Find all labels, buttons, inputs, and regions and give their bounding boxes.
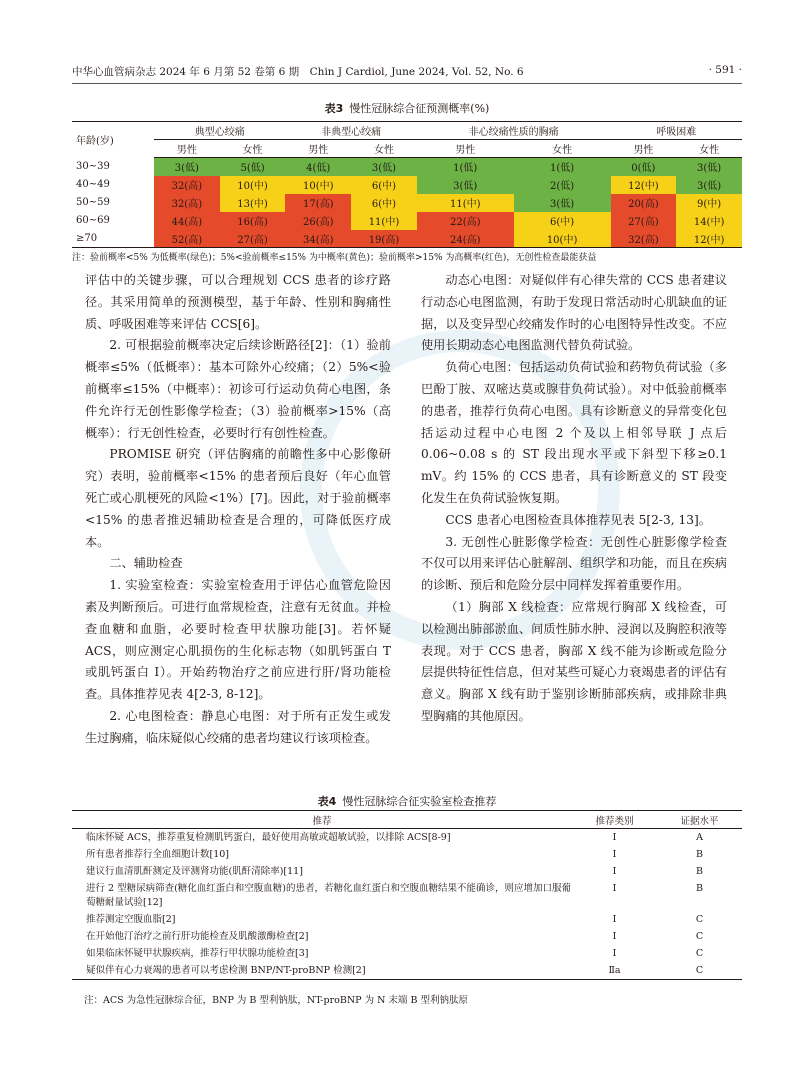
class-cell: Ⅰ	[612, 866, 617, 877]
table-row	[72, 176, 742, 194]
table4-caption	[72, 793, 742, 809]
age-cell: 30~39	[76, 161, 110, 172]
page-number: · 591 ·	[708, 64, 742, 76]
recommendation-cell: 建议行血清肌酐测定及评测肾功能(肌酐清除率)[11]	[86, 866, 303, 877]
body-paragraph: CCS 患者心电图检查具体推荐见表 5[2-3, 13]。	[445, 512, 711, 527]
probability-cell: 32(高)	[611, 230, 677, 248]
recommendation-cell: 在开始他汀治疗之前行肝功能检查及肌酸激酶检查[2]	[86, 931, 309, 942]
class-cell: Ⅰ	[612, 914, 617, 925]
sex-header: 女性	[514, 140, 611, 158]
table-row	[72, 928, 742, 945]
probability-cell: 6(中)	[351, 176, 417, 194]
probability-cell: 17(高)	[285, 194, 351, 212]
probability-cell: 3(低)	[514, 194, 611, 212]
body-paragraph: 负荷心电图：包括运动负荷试验和药物负荷试验（多巴酚丁胺、双嘧达莫或腺苷负荷试验）。对中低验前概率的患者，推荐行负荷心电图。具有诊断意义的异常变化包括运动过程中心电图 2 个及以上相邻导联 J 点后 0.06~0.08 s 的 ST 段出现水平或下斜型下移≥0.1 mV。约 15% 的 CCS 患者，具有诊断意义的 ST 段变化发生在负荷试验恢复期。	[421, 360, 727, 505]
table3-title: 慢性冠脉综合征预测概率(%)	[349, 102, 490, 115]
recommendation-cell: 疑似伴有心力衰竭的患者可以考虑检测 BNP/NT-proBNP 检测[2]	[72, 962, 572, 980]
probability-cell: 2(低)	[514, 176, 611, 194]
probability-cell: 0(低)	[611, 158, 677, 176]
recommendation-cell: 进行 2 型糖尿病筛查(糖化血红蛋白和空腹血糖)的患者，若糖化血红蛋白和空腹血糖结果不能确诊，则应增加口服葡萄糖耐量试验[12]	[86, 883, 571, 908]
sex-header: 男性	[285, 140, 351, 158]
sex-header: 女性	[351, 140, 417, 158]
evidence-cell: C	[695, 914, 704, 925]
table3-label: 表3	[324, 102, 344, 115]
probability-cell: 3(低)	[351, 158, 417, 176]
probability-cell: 14(中)	[676, 212, 742, 230]
recommendation-cell: 临床怀疑 ACS，推荐重复检测肌钙蛋白，最好使用高敏或超敏试验，以排除 ACS[8-9]	[86, 832, 451, 843]
evidence-cell: C	[695, 931, 704, 942]
probability-cell: 32(高)	[154, 194, 220, 212]
probability-cell: 24(高)	[417, 230, 514, 248]
probability-cell: 3(低)	[676, 176, 742, 194]
body-paragraph: 2. 可根据验前概率决定后续诊断路径[2]：（1）验前概率≤5%（低概率）：基本可除外心绞痛；（2）5%<验前概率≤15%（中概率）：初诊可行运动负荷心电图，条件允许行无创性影像学检查；（3）验前概率>15%（高概率）：行无创性检查，必要时行有创性检查。	[85, 338, 391, 440]
probability-cell: 27(高)	[220, 230, 286, 248]
probability-cell: 34(高)	[285, 230, 351, 248]
recommendation-cell: 所有患者推荐行全血细胞计数[10]	[86, 849, 230, 860]
table4	[72, 810, 742, 980]
sex-header: 男性	[417, 140, 514, 158]
table4-title: 慢性冠脉综合征实验室检查推荐	[342, 795, 497, 808]
probability-cell: 16(高)	[220, 212, 286, 230]
probability-cell: 13(中)	[220, 194, 286, 212]
probability-cell: 11(中)	[417, 194, 514, 212]
probability-cell: 20(高)	[611, 194, 677, 212]
sex-header: 男性	[154, 140, 220, 158]
age-cell: ≥70	[72, 230, 154, 248]
table-row	[72, 212, 742, 230]
table3-body	[72, 158, 742, 248]
age-cell: 60~69	[76, 215, 110, 226]
probability-cell: 3(低)	[154, 158, 220, 176]
probability-cell: 6(中)	[351, 194, 417, 212]
evidence-cell: B	[696, 883, 703, 894]
recommendation-header: 推荐	[72, 811, 572, 829]
evidence-cell: A	[696, 832, 703, 843]
body-paragraph: 评估中的关键步骤，可以合理规划 CCS 患者的诊疗路径。其采用简单的预测模型，基于年龄、性别和胸痛性质、呼吸困难等来评估 CCS[6]。	[85, 273, 391, 331]
table-row	[72, 962, 742, 980]
probability-cell: 52(高)	[154, 230, 220, 248]
probability-cell: 12(中)	[676, 230, 742, 248]
group-header: 典型心绞痛	[154, 122, 285, 140]
table-row	[72, 846, 742, 863]
probability-cell: 10(中)	[220, 176, 286, 194]
table-row	[72, 194, 742, 212]
group-header: 呼吸困难	[611, 122, 743, 140]
journal-citation: 中华心血管病杂志 2024 年 6 月第 52 卷第 6 期 Chin J Cardiol, June 2024, Vol. 52, No. 6	[72, 66, 524, 78]
probability-cell: 10(中)	[285, 176, 351, 194]
body-paragraph: 2. 心电图检查：静息心电图：对于所有正发生或发生过胸痛，临床疑似心绞痛的患者均建议行该项检查。	[85, 708, 391, 745]
probability-cell: 11(中)	[351, 212, 417, 230]
page-header	[72, 64, 742, 80]
class-cell: Ⅱa	[572, 962, 657, 980]
age-cell: 40~49	[76, 179, 110, 190]
class-cell: Ⅰ	[612, 931, 617, 942]
body-paragraph: PROMISE 研究（评估胸痛的前瞻性多中心影像研究）表明，验前概率<15% 的患者预后良好（年心血管死亡或心肌梗死的风险<1%）[7]。因此，对于验前概率<15% 的患者推迟辅助检查是合理的，可降低医疗成本。	[85, 447, 391, 549]
probability-cell: 5(低)	[220, 158, 286, 176]
class-cell: Ⅰ	[612, 883, 617, 894]
table-row	[72, 230, 742, 248]
table-row	[72, 880, 742, 911]
probability-cell: 26(高)	[285, 212, 351, 230]
probability-cell: 1(低)	[417, 158, 514, 176]
sex-header: 女性	[220, 140, 286, 158]
class-header: 推荐类别	[572, 811, 657, 829]
sex-header: 女性	[676, 140, 742, 158]
probability-cell: 27(高)	[611, 212, 677, 230]
table-row	[72, 911, 742, 928]
evidence-cell: C	[657, 962, 742, 980]
body-paragraph: 3. 无创性心脏影像学检查：无创性心脏影像学检查不仅可以用来评估心脏解剖、组织学和功能，而且在疾病的诊断、预后和危险分层中同样发挥着重要作用。	[421, 534, 727, 593]
probability-cell: 10(中)	[514, 230, 611, 248]
probability-cell: 19(高)	[351, 230, 417, 248]
age-cell: 50~59	[76, 197, 110, 208]
table-row	[72, 158, 742, 176]
probability-cell: 44(高)	[154, 212, 220, 230]
table4-label: 表4	[317, 795, 337, 808]
sex-header: 男性	[611, 140, 677, 158]
table3-note: 注：验前概率<5% 为低概率(绿色)；5%<验前概率≤15% 为中概率(黄色)；验前概率>15% 为高概率(红色)，无创性检查最能获益	[72, 253, 597, 263]
table4-body	[72, 829, 742, 980]
table-row	[72, 863, 742, 880]
probability-cell: 6(中)	[514, 212, 611, 230]
table3	[72, 121, 742, 248]
table4-note: 注：ACS 为急性冠脉综合征，BNP 为 B 型利钠肽，NT-proBNP 为 N 末端 B 型利钠肽原	[84, 995, 468, 1006]
class-cell: Ⅰ	[612, 849, 617, 860]
body-paragraph: 二、辅助检查	[109, 556, 183, 571]
header-rule	[72, 83, 742, 84]
evidence-cell: C	[695, 948, 704, 959]
probability-cell: 3(低)	[417, 176, 514, 194]
probability-cell: 4(低)	[285, 158, 351, 176]
table3-caption	[72, 100, 742, 116]
probability-cell: 22(高)	[417, 212, 514, 230]
probability-cell: 3(低)	[676, 158, 742, 176]
age-header: 年龄(岁)	[72, 122, 154, 158]
probability-cell: 1(低)	[514, 158, 611, 176]
group-header: 非典型心绞痛	[285, 122, 416, 140]
right-column	[421, 270, 727, 728]
probability-cell: 9(中)	[676, 194, 742, 212]
evidence-cell: B	[696, 866, 703, 877]
probability-cell: 12(中)	[611, 176, 677, 194]
body-paragraph: （1）胸部 X 线检查：应常规行胸部 X 线检查，可以检测出肺部淤血、间质性肺水肿、浸润以及胸腔积液等表现。对于 CCS 患者，胸部 X 线不能为诊断或危险分层提供特征性信息，但对某些可疑心力衰竭患者的评估有意义。胸部 X 线有助于鉴别诊断肺部疾病，或排除非典型胸痛的其他原因。	[421, 599, 727, 723]
table-row	[72, 945, 742, 962]
body-paragraph: 1. 实验室检查：实验室检查用于评估心血管危险因素及判断预后。可进行血常规检查，注意有无贫血。并检查血糖和血脂，必要时检查甲状腺功能[3]。若怀疑 ACS，则应测定心肌损伤的生化标志物（如肌钙蛋白 T 或肌钙蛋白 I）。开始药物治疗之前应进行肝/肾功能检查。具体推荐见表 4[2-3, 8-12]。	[85, 578, 391, 702]
table-row	[72, 829, 742, 847]
class-cell: Ⅰ	[612, 948, 617, 959]
probability-cell: 32(高)	[154, 176, 220, 194]
group-header: 非心绞痛性质的胸痛	[417, 122, 611, 140]
recommendation-cell: 推荐测定空腹血脂[2]	[86, 914, 176, 925]
left-column	[85, 270, 391, 750]
recommendation-cell: 如果临床怀疑甲状腺疾病，推荐行甲状腺功能检查[3]	[86, 948, 309, 959]
class-cell: Ⅰ	[612, 832, 617, 843]
evidence-header: 证据水平	[657, 811, 742, 829]
evidence-cell: B	[696, 849, 703, 860]
body-paragraph: 动态心电图：对疑似伴有心律失常的 CCS 患者建议行动态心电图监测，有助于发现日常活动时心肌缺血的证据，以及变异型心绞痛发作时的心电图特异性改变。不应使用长期动态心电图监测代替负荷试验。	[421, 273, 727, 353]
